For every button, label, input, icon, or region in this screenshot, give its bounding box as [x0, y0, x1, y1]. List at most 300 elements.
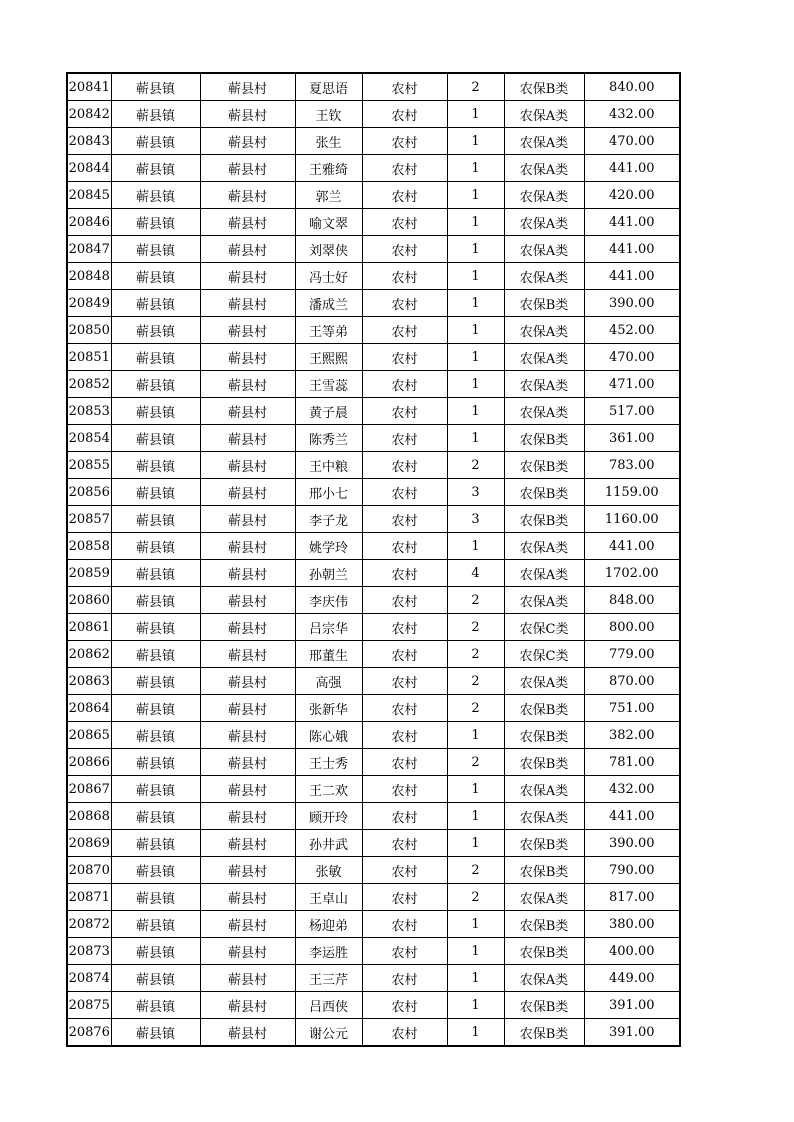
insurance-type-cell: 农保C类 [504, 614, 584, 641]
town-cell: 蕲县镇 [111, 317, 200, 344]
name-cell: 王钦 [295, 101, 362, 128]
insurance-type-cell: 农保B类 [504, 290, 584, 317]
insurance-type-cell: 农保C类 [504, 641, 584, 668]
insurance-type-cell: 农保B类 [504, 992, 584, 1019]
record-id-cell: 20872 [67, 911, 111, 938]
town-cell: 蕲县镇 [111, 803, 200, 830]
table-row [67, 155, 680, 182]
amount-cell: 441.00 [584, 803, 680, 830]
town-cell: 蕲县镇 [111, 452, 200, 479]
record-id-cell: 20842 [67, 101, 111, 128]
name-cell: 吕宗华 [295, 614, 362, 641]
household-size-cell: 1 [447, 938, 504, 965]
insurance-type-cell: 农保B类 [504, 938, 584, 965]
amount-cell: 471.00 [584, 371, 680, 398]
category-cell: 农村 [362, 641, 447, 668]
household-size-cell: 1 [447, 344, 504, 371]
record-id-cell: 20847 [67, 236, 111, 263]
village-cell: 蕲县村 [200, 344, 295, 371]
household-size-cell: 1 [447, 101, 504, 128]
record-id-cell: 20862 [67, 641, 111, 668]
amount-cell: 400.00 [584, 938, 680, 965]
village-cell: 蕲县村 [200, 398, 295, 425]
amount-cell: 470.00 [584, 344, 680, 371]
insurance-type-cell: 农保A类 [504, 884, 584, 911]
category-cell: 农村 [362, 533, 447, 560]
village-cell: 蕲县村 [200, 506, 295, 533]
town-cell: 蕲县镇 [111, 479, 200, 506]
record-id-cell: 20865 [67, 722, 111, 749]
record-id-cell: 20859 [67, 560, 111, 587]
household-size-cell: 1 [447, 1019, 504, 1047]
category-cell: 农村 [362, 749, 447, 776]
name-cell: 姚学玲 [295, 533, 362, 560]
amount-cell: 380.00 [584, 911, 680, 938]
household-size-cell: 1 [447, 533, 504, 560]
insurance-type-cell: 农保A类 [504, 344, 584, 371]
table-row [67, 722, 680, 749]
record-id-cell: 20871 [67, 884, 111, 911]
amount-cell: 361.00 [584, 425, 680, 452]
category-cell: 农村 [362, 668, 447, 695]
village-cell: 蕲县村 [200, 938, 295, 965]
table-row [67, 317, 680, 344]
category-cell: 农村 [362, 209, 447, 236]
table-row [67, 668, 680, 695]
category-cell: 农村 [362, 722, 447, 749]
category-cell: 农村 [362, 317, 447, 344]
household-size-cell: 2 [447, 668, 504, 695]
table-row [67, 452, 680, 479]
household-size-cell: 1 [447, 290, 504, 317]
table-row [67, 857, 680, 884]
record-id-cell: 20858 [67, 533, 111, 560]
village-cell: 蕲县村 [200, 857, 295, 884]
household-size-cell: 2 [447, 73, 504, 101]
category-cell: 农村 [362, 911, 447, 938]
insurance-type-cell: 农保B类 [504, 506, 584, 533]
name-cell: 夏思语 [295, 73, 362, 101]
category-cell: 农村 [362, 182, 447, 209]
village-cell: 蕲县村 [200, 73, 295, 101]
table-row [67, 911, 680, 938]
village-cell: 蕲县村 [200, 749, 295, 776]
category-cell: 农村 [362, 884, 447, 911]
category-cell: 农村 [362, 371, 447, 398]
category-cell: 农村 [362, 290, 447, 317]
name-cell: 王雅绮 [295, 155, 362, 182]
household-size-cell: 2 [447, 452, 504, 479]
insurance-type-cell: 农保A类 [504, 668, 584, 695]
village-cell: 蕲县村 [200, 425, 295, 452]
table-row [67, 128, 680, 155]
town-cell: 蕲县镇 [111, 749, 200, 776]
insurance-type-cell: 农保B类 [504, 830, 584, 857]
amount-cell: 441.00 [584, 236, 680, 263]
village-cell: 蕲县村 [200, 533, 295, 560]
record-id-cell: 20875 [67, 992, 111, 1019]
name-cell: 张生 [295, 128, 362, 155]
name-cell: 王三芹 [295, 965, 362, 992]
record-id-cell: 20854 [67, 425, 111, 452]
village-cell: 蕲县村 [200, 317, 295, 344]
amount-cell: 382.00 [584, 722, 680, 749]
amount-cell: 432.00 [584, 776, 680, 803]
amount-cell: 420.00 [584, 182, 680, 209]
table-body [67, 73, 680, 1046]
town-cell: 蕲县镇 [111, 128, 200, 155]
household-size-cell: 2 [447, 749, 504, 776]
name-cell: 孙朝兰 [295, 560, 362, 587]
table-row [67, 425, 680, 452]
village-cell: 蕲县村 [200, 263, 295, 290]
record-id-cell: 20869 [67, 830, 111, 857]
village-cell: 蕲县村 [200, 371, 295, 398]
town-cell: 蕲县镇 [111, 776, 200, 803]
category-cell: 农村 [362, 425, 447, 452]
town-cell: 蕲县镇 [111, 182, 200, 209]
table-row [67, 479, 680, 506]
amount-cell: 517.00 [584, 398, 680, 425]
amount-cell: 817.00 [584, 884, 680, 911]
insurance-type-cell: 农保B类 [504, 73, 584, 101]
name-cell: 吕西侠 [295, 992, 362, 1019]
town-cell: 蕲县镇 [111, 884, 200, 911]
name-cell: 李运胜 [295, 938, 362, 965]
town-cell: 蕲县镇 [111, 911, 200, 938]
amount-cell: 790.00 [584, 857, 680, 884]
record-id-cell: 20857 [67, 506, 111, 533]
category-cell: 农村 [362, 479, 447, 506]
amount-cell: 441.00 [584, 209, 680, 236]
household-size-cell: 2 [447, 614, 504, 641]
insurance-type-cell: 农保A类 [504, 236, 584, 263]
name-cell: 杨迎弟 [295, 911, 362, 938]
village-cell: 蕲县村 [200, 290, 295, 317]
table-row [67, 1019, 680, 1047]
town-cell: 蕲县镇 [111, 857, 200, 884]
household-size-cell: 2 [447, 695, 504, 722]
insurance-type-cell: 农保A类 [504, 965, 584, 992]
category-cell: 农村 [362, 398, 447, 425]
household-size-cell: 1 [447, 803, 504, 830]
amount-cell: 391.00 [584, 992, 680, 1019]
amount-cell: 470.00 [584, 128, 680, 155]
town-cell: 蕲县镇 [111, 641, 200, 668]
category-cell: 农村 [362, 614, 447, 641]
record-id-cell: 20874 [67, 965, 111, 992]
village-cell: 蕲县村 [200, 695, 295, 722]
category-cell: 农村 [362, 587, 447, 614]
village-cell: 蕲县村 [200, 209, 295, 236]
name-cell: 顾开玲 [295, 803, 362, 830]
insurance-type-cell: 农保B类 [504, 857, 584, 884]
table-row [67, 263, 680, 290]
amount-cell: 848.00 [584, 587, 680, 614]
table-row [67, 641, 680, 668]
name-cell: 李子龙 [295, 506, 362, 533]
table-row [67, 776, 680, 803]
category-cell: 农村 [362, 506, 447, 533]
record-id-cell: 20870 [67, 857, 111, 884]
record-id-cell: 20846 [67, 209, 111, 236]
table-row [67, 830, 680, 857]
subsidy-roster-table [66, 72, 681, 1047]
household-size-cell: 1 [447, 965, 504, 992]
insurance-type-cell: 农保B类 [504, 695, 584, 722]
table-row [67, 344, 680, 371]
amount-cell: 779.00 [584, 641, 680, 668]
insurance-type-cell: 农保A类 [504, 155, 584, 182]
village-cell: 蕲县村 [200, 830, 295, 857]
village-cell: 蕲县村 [200, 479, 295, 506]
table-row [67, 587, 680, 614]
amount-cell: 449.00 [584, 965, 680, 992]
category-cell: 农村 [362, 344, 447, 371]
record-id-cell: 20841 [67, 73, 111, 101]
record-id-cell: 20863 [67, 668, 111, 695]
village-cell: 蕲县村 [200, 965, 295, 992]
amount-cell: 1159.00 [584, 479, 680, 506]
household-size-cell: 1 [447, 182, 504, 209]
table-row [67, 749, 680, 776]
table-row [67, 101, 680, 128]
table-row [67, 236, 680, 263]
amount-cell: 751.00 [584, 695, 680, 722]
record-id-cell: 20860 [67, 587, 111, 614]
amount-cell: 441.00 [584, 155, 680, 182]
table-row [67, 290, 680, 317]
table-row [67, 398, 680, 425]
insurance-type-cell: 农保A类 [504, 263, 584, 290]
village-cell: 蕲县村 [200, 236, 295, 263]
household-size-cell: 3 [447, 506, 504, 533]
table-row [67, 992, 680, 1019]
record-id-cell: 20852 [67, 371, 111, 398]
village-cell: 蕲县村 [200, 776, 295, 803]
table-row [67, 533, 680, 560]
record-id-cell: 20855 [67, 452, 111, 479]
table-row [67, 73, 680, 101]
village-cell: 蕲县村 [200, 992, 295, 1019]
household-size-cell: 1 [447, 722, 504, 749]
name-cell: 张敏 [295, 857, 362, 884]
town-cell: 蕲县镇 [111, 506, 200, 533]
village-cell: 蕲县村 [200, 614, 295, 641]
household-size-cell: 2 [447, 641, 504, 668]
amount-cell: 783.00 [584, 452, 680, 479]
village-cell: 蕲县村 [200, 884, 295, 911]
town-cell: 蕲县镇 [111, 155, 200, 182]
town-cell: 蕲县镇 [111, 101, 200, 128]
category-cell: 农村 [362, 857, 447, 884]
record-id-cell: 20848 [67, 263, 111, 290]
category-cell: 农村 [362, 452, 447, 479]
category-cell: 农村 [362, 1019, 447, 1047]
table-row [67, 371, 680, 398]
village-cell: 蕲县村 [200, 911, 295, 938]
record-id-cell: 20843 [67, 128, 111, 155]
name-cell: 高强 [295, 668, 362, 695]
amount-cell: 1702.00 [584, 560, 680, 587]
name-cell: 王等弟 [295, 317, 362, 344]
name-cell: 黄子晨 [295, 398, 362, 425]
category-cell: 农村 [362, 776, 447, 803]
name-cell: 李庆伟 [295, 587, 362, 614]
record-id-cell: 20861 [67, 614, 111, 641]
name-cell: 邢小七 [295, 479, 362, 506]
amount-cell: 452.00 [584, 317, 680, 344]
insurance-type-cell: 农保A类 [504, 776, 584, 803]
name-cell: 喻文翠 [295, 209, 362, 236]
record-id-cell: 20868 [67, 803, 111, 830]
amount-cell: 800.00 [584, 614, 680, 641]
amount-cell: 391.00 [584, 1019, 680, 1047]
village-cell: 蕲县村 [200, 587, 295, 614]
town-cell: 蕲县镇 [111, 209, 200, 236]
amount-cell: 441.00 [584, 263, 680, 290]
household-size-cell: 2 [447, 587, 504, 614]
town-cell: 蕲县镇 [111, 371, 200, 398]
household-size-cell: 3 [447, 479, 504, 506]
household-size-cell: 1 [447, 236, 504, 263]
town-cell: 蕲县镇 [111, 965, 200, 992]
name-cell: 陈秀兰 [295, 425, 362, 452]
town-cell: 蕲县镇 [111, 560, 200, 587]
name-cell: 邢董生 [295, 641, 362, 668]
village-cell: 蕲县村 [200, 641, 295, 668]
insurance-type-cell: 农保A类 [504, 371, 584, 398]
table-row [67, 209, 680, 236]
town-cell: 蕲县镇 [111, 695, 200, 722]
table-row [67, 884, 680, 911]
table-row [67, 695, 680, 722]
insurance-type-cell: 农保B类 [504, 479, 584, 506]
town-cell: 蕲县镇 [111, 425, 200, 452]
amount-cell: 441.00 [584, 533, 680, 560]
town-cell: 蕲县镇 [111, 533, 200, 560]
insurance-type-cell: 农保A类 [504, 560, 584, 587]
household-size-cell: 1 [447, 371, 504, 398]
record-id-cell: 20850 [67, 317, 111, 344]
record-id-cell: 20873 [67, 938, 111, 965]
record-id-cell: 20856 [67, 479, 111, 506]
table-row [67, 803, 680, 830]
household-size-cell: 2 [447, 857, 504, 884]
record-id-cell: 20845 [67, 182, 111, 209]
name-cell: 陈心娥 [295, 722, 362, 749]
village-cell: 蕲县村 [200, 101, 295, 128]
town-cell: 蕲县镇 [111, 344, 200, 371]
household-size-cell: 4 [447, 560, 504, 587]
category-cell: 农村 [362, 101, 447, 128]
name-cell: 王中粮 [295, 452, 362, 479]
name-cell: 冯士好 [295, 263, 362, 290]
name-cell: 郭兰 [295, 182, 362, 209]
category-cell: 农村 [362, 803, 447, 830]
household-size-cell: 1 [447, 911, 504, 938]
record-id-cell: 20851 [67, 344, 111, 371]
village-cell: 蕲县村 [200, 182, 295, 209]
village-cell: 蕲县村 [200, 803, 295, 830]
record-id-cell: 20849 [67, 290, 111, 317]
record-id-cell: 20864 [67, 695, 111, 722]
town-cell: 蕲县镇 [111, 236, 200, 263]
category-cell: 农村 [362, 155, 447, 182]
insurance-type-cell: 农保A类 [504, 128, 584, 155]
town-cell: 蕲县镇 [111, 668, 200, 695]
amount-cell: 870.00 [584, 668, 680, 695]
insurance-type-cell: 农保A类 [504, 587, 584, 614]
household-size-cell: 1 [447, 992, 504, 1019]
name-cell: 王雪蕊 [295, 371, 362, 398]
insurance-type-cell: 农保B类 [504, 911, 584, 938]
insurance-type-cell: 农保B类 [504, 452, 584, 479]
insurance-type-cell: 农保A类 [504, 533, 584, 560]
town-cell: 蕲县镇 [111, 722, 200, 749]
town-cell: 蕲县镇 [111, 263, 200, 290]
amount-cell: 1160.00 [584, 506, 680, 533]
insurance-type-cell: 农保A类 [504, 398, 584, 425]
town-cell: 蕲县镇 [111, 73, 200, 101]
name-cell: 刘翠侠 [295, 236, 362, 263]
amount-cell: 432.00 [584, 101, 680, 128]
town-cell: 蕲县镇 [111, 614, 200, 641]
name-cell: 王士秀 [295, 749, 362, 776]
household-size-cell: 1 [447, 209, 504, 236]
amount-cell: 390.00 [584, 290, 680, 317]
amount-cell: 840.00 [584, 73, 680, 101]
category-cell: 农村 [362, 965, 447, 992]
insurance-type-cell: 农保A类 [504, 803, 584, 830]
name-cell: 王熙熙 [295, 344, 362, 371]
household-size-cell: 1 [447, 128, 504, 155]
name-cell: 王二欢 [295, 776, 362, 803]
record-id-cell: 20866 [67, 749, 111, 776]
household-size-cell: 2 [447, 884, 504, 911]
household-size-cell: 1 [447, 317, 504, 344]
town-cell: 蕲县镇 [111, 398, 200, 425]
record-id-cell: 20853 [67, 398, 111, 425]
village-cell: 蕲县村 [200, 1019, 295, 1047]
name-cell: 潘成兰 [295, 290, 362, 317]
record-id-cell: 20844 [67, 155, 111, 182]
village-cell: 蕲县村 [200, 668, 295, 695]
insurance-type-cell: 农保A类 [504, 182, 584, 209]
amount-cell: 390.00 [584, 830, 680, 857]
table-row [67, 614, 680, 641]
village-cell: 蕲县村 [200, 560, 295, 587]
category-cell: 农村 [362, 992, 447, 1019]
insurance-type-cell: 农保A类 [504, 209, 584, 236]
category-cell: 农村 [362, 73, 447, 101]
insurance-type-cell: 农保A类 [504, 101, 584, 128]
household-size-cell: 1 [447, 398, 504, 425]
insurance-type-cell: 农保A类 [504, 317, 584, 344]
table-row [67, 938, 680, 965]
name-cell: 王卓山 [295, 884, 362, 911]
record-id-cell: 20876 [67, 1019, 111, 1047]
insurance-type-cell: 农保B类 [504, 722, 584, 749]
category-cell: 农村 [362, 560, 447, 587]
name-cell: 孙井武 [295, 830, 362, 857]
household-size-cell: 1 [447, 776, 504, 803]
table-row [67, 965, 680, 992]
category-cell: 农村 [362, 938, 447, 965]
category-cell: 农村 [362, 263, 447, 290]
table-row [67, 560, 680, 587]
insurance-type-cell: 农保B类 [504, 1019, 584, 1047]
